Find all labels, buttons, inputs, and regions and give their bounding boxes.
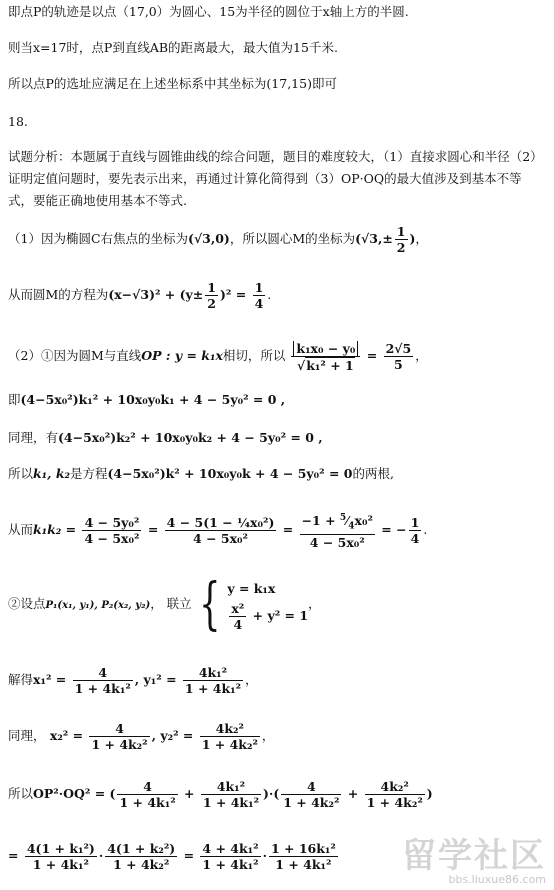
product-k1k2-line: 从而k₁k₂ = $\frac{\text{4 − 5y₀²}}{\text{4 − 5x₀²}}$ = $\frac{\text{4 − 5(1 − ¼x₀²)}}{\text{4 − 5x₀²}}$ = $\frac{-1 + ^5⁄_4x_0^2}{\text{4 − 5x₀²}}$ = − $\frac{1}{4}$ . bbox=[8, 512, 428, 551]
text-line-3: 所以点P的选址应满足在上述坐标系中其坐标为(17,15)即可 bbox=[8, 76, 337, 91]
analysis-paragraph: 试题分析：本题属于直线与圆锥曲线的综合问题，题目的难度较大，（1）直接求圆心和半径（2）证明定值问题时，要先表示出来，再通过计算化简得到（3）OP·OQ的最大值涉及到基本不等式，要能正确地使用基本不等式. bbox=[8, 149, 543, 208]
text-line-1: 即点P的轨迹是以点（17,0）为圆心、15为半径的圆位于x轴上方的半圆. bbox=[8, 4, 409, 19]
watermark-url: bbs.liuxue86.com bbox=[448, 873, 546, 886]
tangent-condition-line: （2）①因为圆M与直线OP : y = k₁x相切，所以 $\frac{\text{k₁x₀ − y₀}}{\text{√k₁² + 1}}$ = $\frac{2√5}{5}$ ， bbox=[8, 340, 428, 373]
text-line-2: 则当x=17时，点P到直线AB的距离最大，最大值为15千米. bbox=[8, 40, 338, 55]
solve-x2-line: 同理， x₂² = $\frac{4}{\text{1 + 4k₂²}}$ , y₂² = $\frac{\text{4k₂²}}{\text{1 + 4k₂²}}$ ， bbox=[8, 721, 275, 752]
op-oq-line: 所以OP²·OQ² = ( $\frac{4}{\text{1 + 4k₁²}}$ + $\frac{\text{4k₁²}}{\text{1 + 4k₁²}}$ )·( $\frac{4}{\text{1 + 4k₂²}}$ + $\frac{\text{4k₂²}}{\text{1 + 4k₂²}}$ ) bbox=[8, 779, 433, 810]
part1-line: （1）因为椭圆C右焦点的坐标为(√3,0)，所以圆心M的坐标为(√3,± $\frac{1}{2}$ )， bbox=[8, 224, 428, 255]
simplify-line: = $\frac{\text{4(1 + k₁²)}}{\text{1 + 4k₁²}}$ · $\frac{\text{4(1 + k₂²)}}{\text{1 + 4k₂²}}$ = $\frac{\text{4 + 4k₁²}}{\text{1 + 4k₁²}}$ · $\frac{\text{1 + 16k₁²}}{\text{1 + 4k₁²}}$ bbox=[8, 841, 336, 872]
roots-line: 所以k₁, k₂是方程(4−5x₀²)k² + 10x₀y₀k + 4 − 5y₀² = 0的两根, bbox=[8, 466, 394, 481]
equation-k1-line: 即(4−5x₀²)k₁² + 10x₀y₀k₁ + 4 − 5y₀² = 0 , bbox=[8, 392, 286, 407]
watermark bbox=[402, 828, 546, 886]
equation-k2-line: 同理，有(4−5x₀²)k₂² + 10x₀y₀k₂ + 4 − 5y₀² = 0 , bbox=[8, 430, 323, 445]
circle-equation-line: 从而圆M的方程为(x−√3)² + (y± $\frac{1}{2}$ )² = $\frac{1}{4}$ . bbox=[8, 280, 272, 311]
problem-number: 18. bbox=[8, 114, 28, 129]
watermark-brand: 留学社区 bbox=[402, 836, 546, 876]
solve-x1-line: 解得x₁² = $\frac{4}{\text{1 + 4k₁²}}$ , y₁² = $\frac{\text{4k₁²}}{\text{1 + 4k₁²}}$ ， bbox=[8, 665, 258, 696]
system-line: ②设点P₁(x₁, y₁), P₂(x₂, y₂)， 联立 { y = k₁x $\frac{\text{x²}}{4}$ + y² = 1 ， bbox=[8, 571, 321, 637]
